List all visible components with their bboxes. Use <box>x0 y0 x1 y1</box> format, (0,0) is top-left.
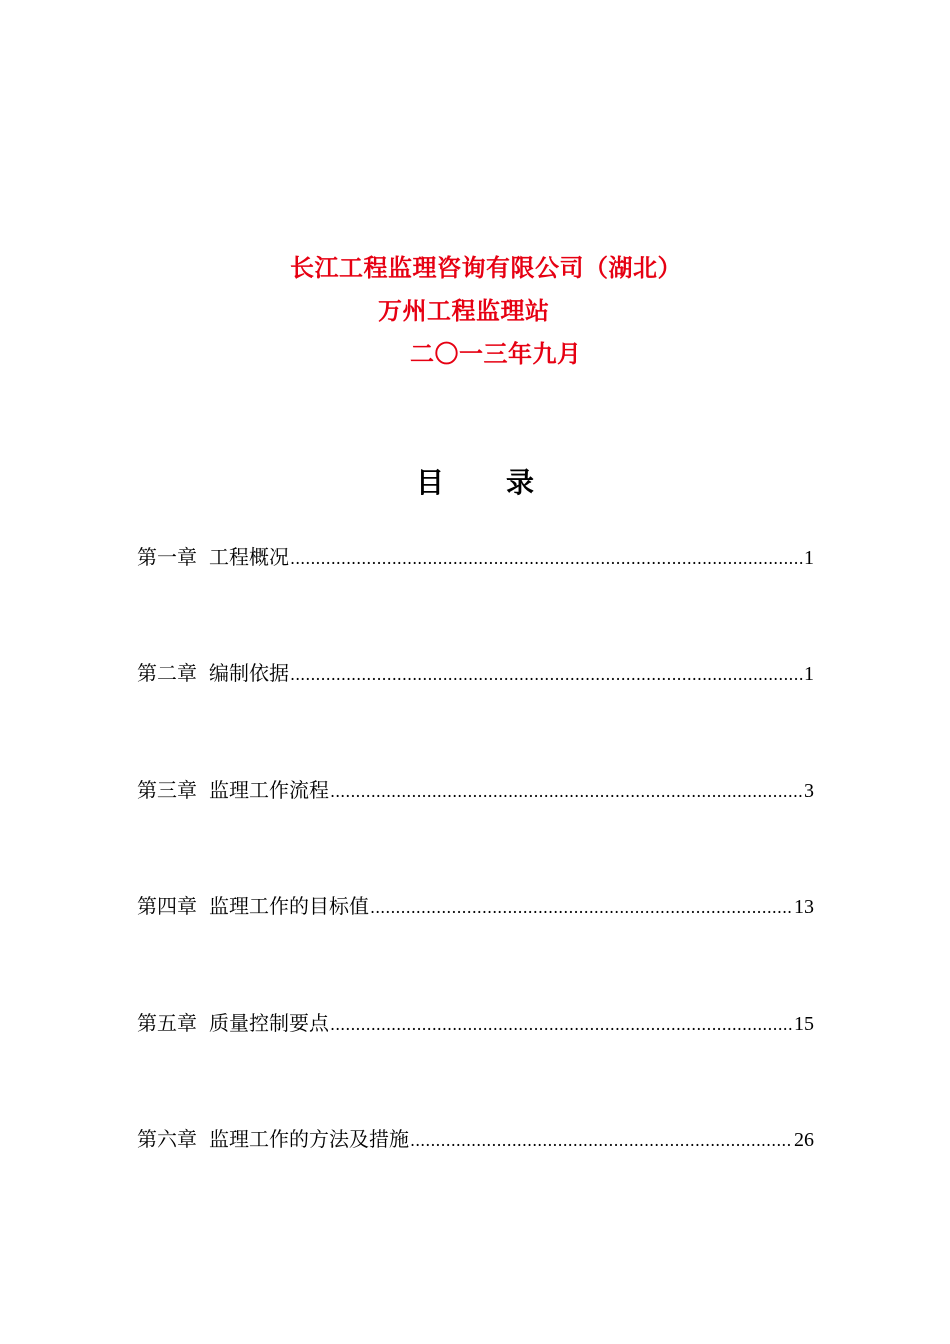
toc-page-number: 3 <box>804 780 814 802</box>
toc-title-left: 目 <box>415 466 444 499</box>
toc-chapter: 第二章 <box>137 661 197 685</box>
toc-page-number: 13 <box>794 896 814 918</box>
toc-chapter: 第六章 <box>137 1127 197 1151</box>
toc-title <box>0 466 950 500</box>
toc-dot-leader <box>290 661 803 689</box>
toc-page-number: 15 <box>794 1013 814 1035</box>
document-date: 二〇一三年九月 <box>410 340 582 368</box>
toc-entry-title: 编制依据 <box>209 661 289 685</box>
toc-entry[interactable] <box>137 659 814 687</box>
toc-entry[interactable] <box>137 1009 814 1037</box>
toc-entry[interactable] <box>137 892 814 920</box>
toc-dot-leader <box>330 1011 793 1039</box>
toc-dot-leader <box>330 778 803 806</box>
toc-entry[interactable] <box>137 776 814 804</box>
toc-dot-leader <box>290 545 803 573</box>
toc-entry[interactable] <box>137 1125 814 1153</box>
toc-page-number: 26 <box>794 1129 814 1151</box>
station-name: 万州工程监理站 <box>378 297 550 325</box>
company-name: 长江工程监理咨询有限公司（湖北） <box>290 254 682 282</box>
toc-chapter: 第三章 <box>137 778 197 802</box>
toc-chapter: 第一章 <box>137 545 197 569</box>
toc-entry-title: 监理工作的目标值 <box>209 894 369 918</box>
toc-entry-title: 质量控制要点 <box>209 1011 329 1035</box>
toc-page-number: 1 <box>804 663 814 685</box>
toc-dot-leader <box>370 894 793 922</box>
toc-entry-title: 监理工作流程 <box>209 778 329 802</box>
toc-entry[interactable] <box>137 543 814 571</box>
toc-dot-leader <box>410 1127 793 1155</box>
toc-page-number: 1 <box>804 547 814 569</box>
toc-title-right: 录 <box>506 466 535 499</box>
toc-chapter: 第四章 <box>137 894 197 918</box>
toc-chapter: 第五章 <box>137 1011 197 1035</box>
toc-entry-title: 工程概况 <box>209 545 289 569</box>
toc-entry-title: 监理工作的方法及措施 <box>209 1127 409 1151</box>
